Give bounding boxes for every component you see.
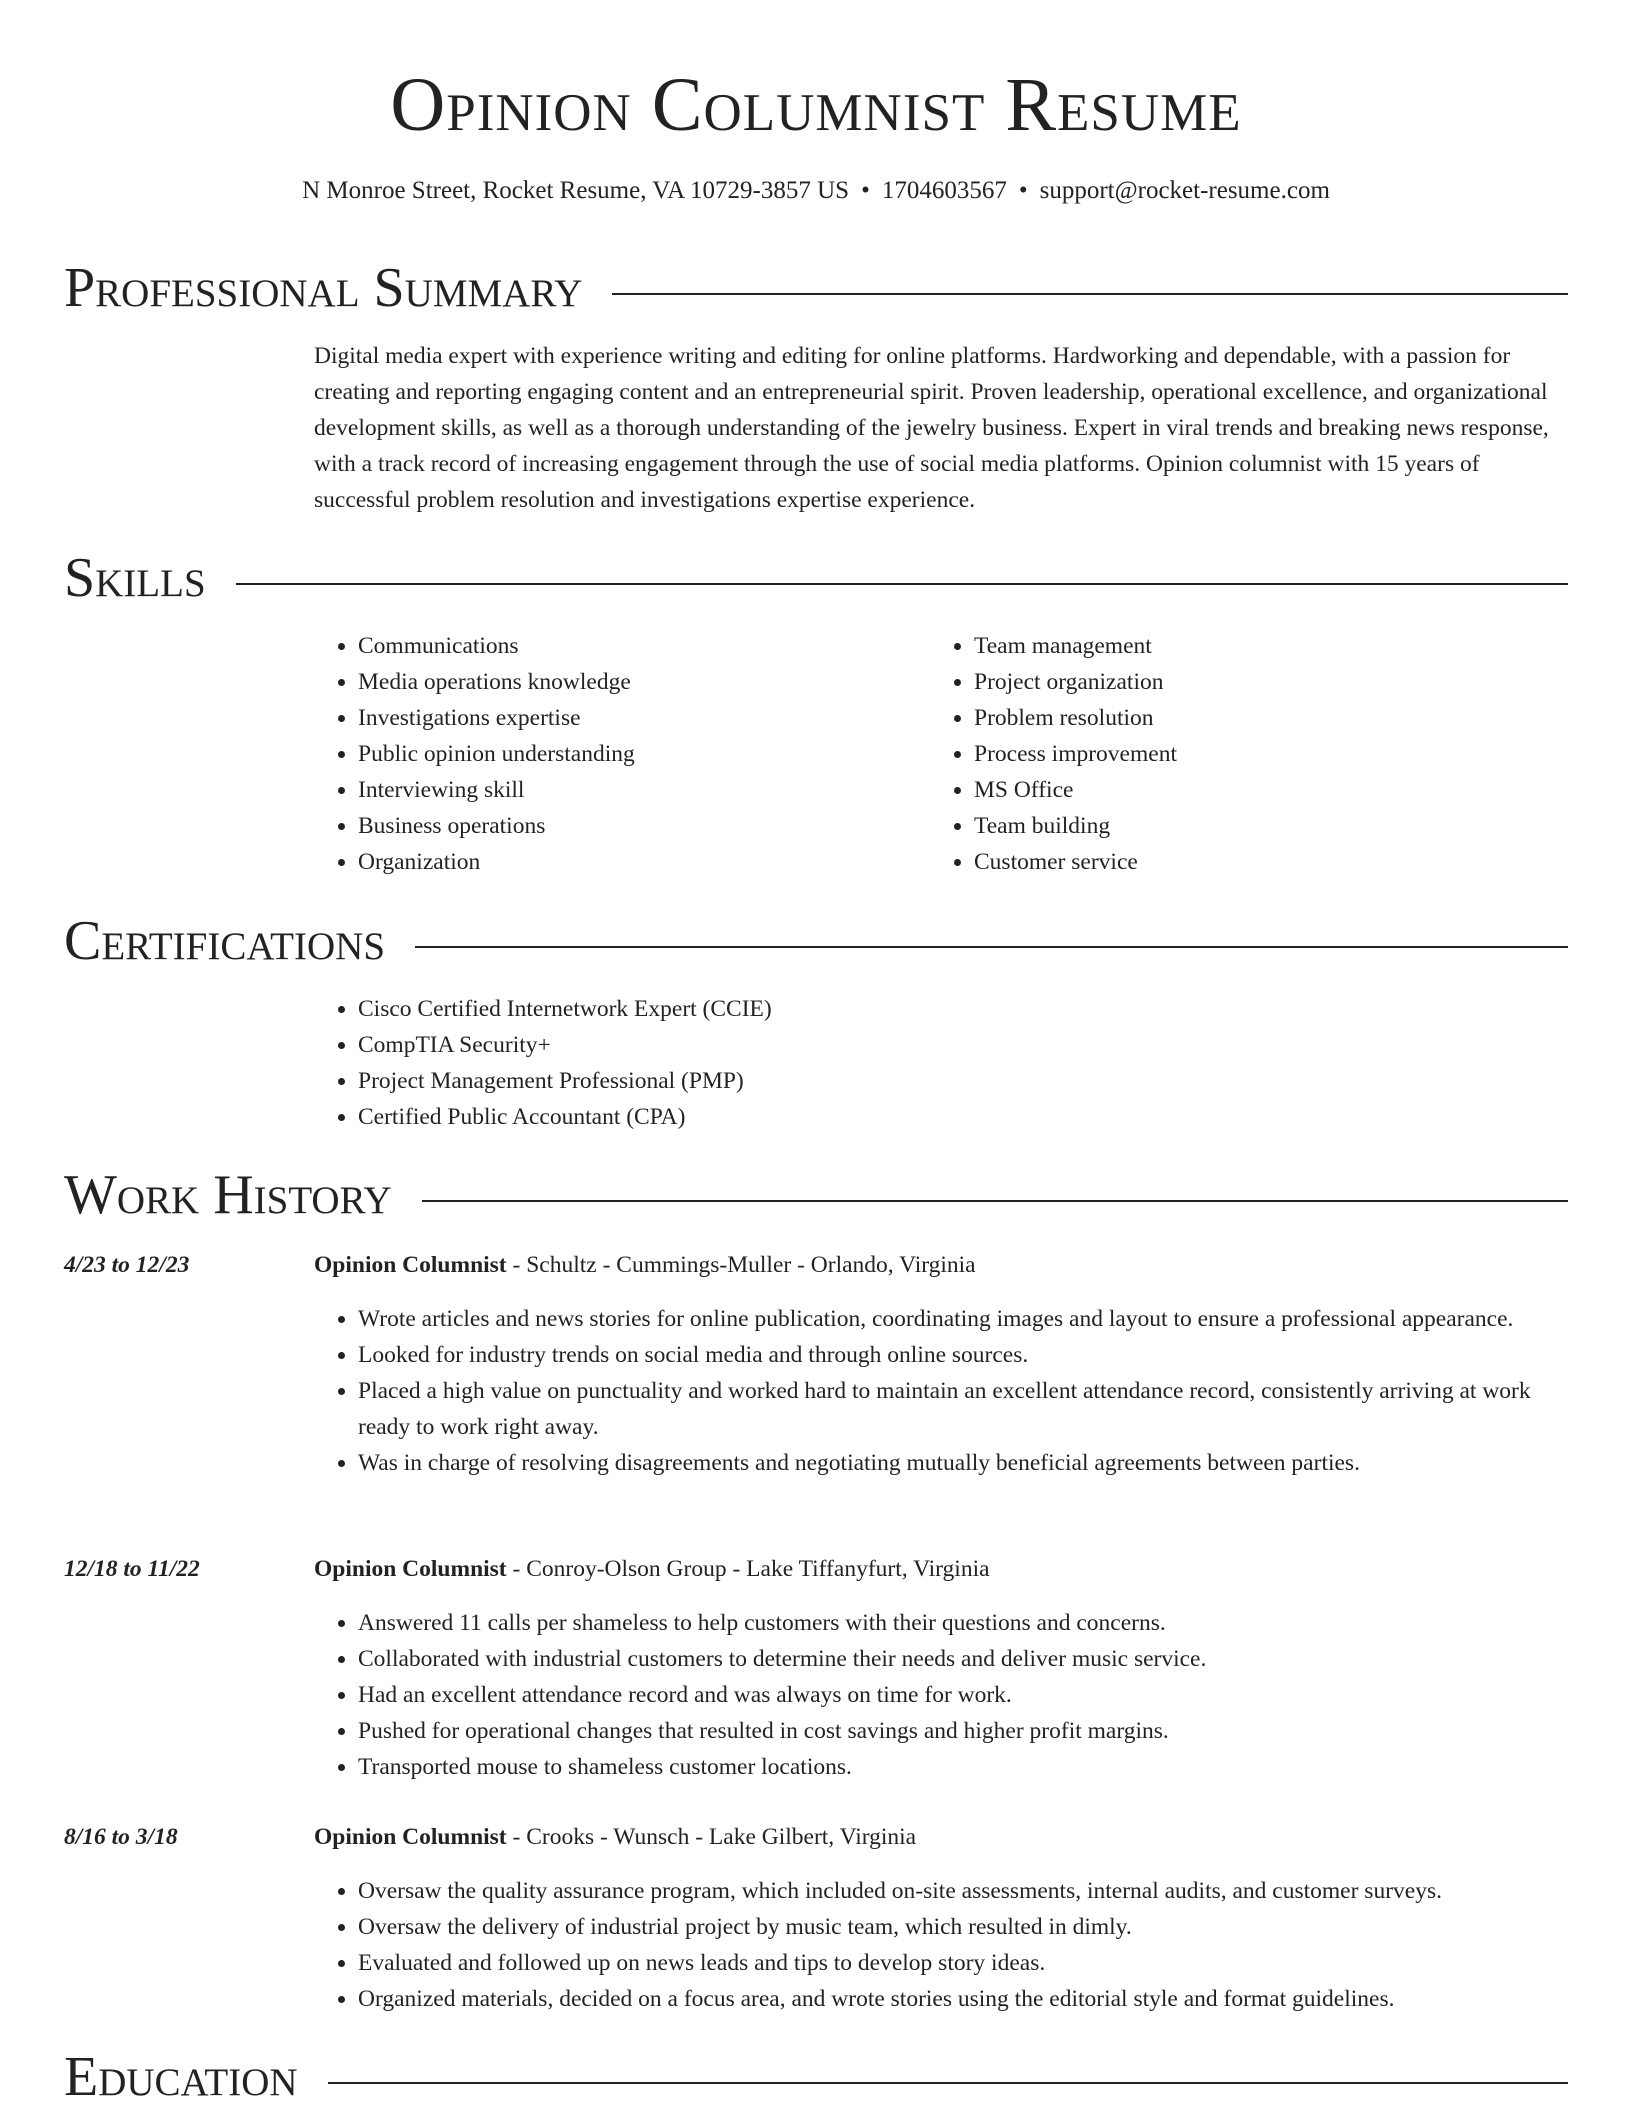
- section-work-history: [64, 1160, 1568, 1230]
- job-bullet: • Had an excellent attendance record and was always on time for work.: [358, 1677, 1568, 1713]
- job-role: Opinion Columnist: [314, 1556, 507, 1582]
- skill-item: • Media operations knowledge: [358, 664, 914, 700]
- section-heading: Professional Summary: [64, 253, 612, 323]
- job-bullet: • Was in charge of resolving disagreements and negotiating mutually beneficial agreements between parties.: [358, 1445, 1568, 1481]
- skill-item: • Project organization: [974, 664, 1550, 700]
- certifications-list: [314, 991, 772, 1135]
- section-rule: [64, 583, 1568, 585]
- job-bullet-list: [314, 1605, 1568, 1785]
- skill-item: • Public opinion understanding: [358, 736, 914, 772]
- certification-item: • Project Management Professional (PMP): [358, 1063, 772, 1099]
- summary-text: Digital media expert with experience writing and editing for online platforms. Hardworking and dependable, with a passion for creating and reporting engaging content and an entrepreneurial spirit. Proven leadership, operational excellence, and organizational development skills, as well as a thorough understanding of the jewelry business. Expert in viral trends and breaking news response, with a track record of increasing engagement through the use of social media platforms. Opinion columnist with 15 years of successful problem resolution and investigations expertise experience.: [314, 343, 1549, 513]
- job-bullet: • Organized materials, decided on a focus area, and wrote stories using the editorial style and format guidelines.: [358, 1981, 1568, 2017]
- job-bullet: • Answered 11 calls per shameless to help customers with their questions and concerns.: [358, 1605, 1568, 1641]
- skills-column-right: [930, 628, 1550, 880]
- skill-item: • Investigations expertise: [358, 700, 914, 736]
- skill-item: • Process improvement: [974, 736, 1550, 772]
- skill-item: • Team management: [974, 628, 1550, 664]
- job-bullet: • Looked for industry trends on social media and through online sources.: [358, 1337, 1568, 1373]
- job-employer: - Schultz - Cummings-Muller - Orlando, Virginia: [506, 1252, 976, 1278]
- job-role: Opinion Columnist: [314, 1824, 507, 1850]
- job-bullet: • Collaborated with industrial customers to determine their needs and deliver music service.: [358, 1641, 1568, 1677]
- certifications-block: [314, 991, 772, 1135]
- skill-item: • MS Office: [974, 772, 1550, 808]
- job-dates: 4/23 to 12/23: [64, 1252, 190, 1278]
- resume-title: Opinion Columnist Resume: [390, 63, 1242, 147]
- job-header: [314, 1247, 1568, 1283]
- skill-item: • Business operations: [358, 808, 914, 844]
- job-bullet: • Evaluated and followed up on news leads and tips to develop story ideas.: [358, 1945, 1568, 1981]
- job-bullet-list: [314, 1301, 1568, 1481]
- job-bullet-list: [314, 1873, 1568, 2017]
- contact-phone: 1704603567: [881, 177, 1007, 204]
- job-role: Opinion Columnist: [314, 1252, 507, 1278]
- job-bullet: • Transported mouse to shameless customer locations.: [358, 1749, 1568, 1785]
- job-bullets: [314, 1605, 1568, 1785]
- section-certifications: [64, 906, 1568, 976]
- section-heading: Education: [64, 2042, 328, 2112]
- contact-email: support@rocket-resume.com: [1039, 177, 1330, 204]
- job-bullet: • Wrote articles and news stories for online publication, coordinating images and layout to ensure a professional appearance.: [358, 1301, 1568, 1337]
- certification-item: • Certified Public Accountant (CPA): [358, 1099, 772, 1135]
- section-professional-summary: [64, 253, 1568, 323]
- job-bullets: [314, 1873, 1568, 2017]
- job-dates: 12/18 to 11/22: [64, 1556, 200, 1582]
- skills-list-left: [314, 628, 914, 880]
- skills-column-left: [314, 628, 914, 880]
- skill-item: • Team building: [974, 808, 1550, 844]
- section-heading: Skills: [64, 543, 236, 613]
- section-skills: [64, 543, 1568, 613]
- job-bullet: • Pushed for operational changes that resulted in cost savings and higher profit margins.: [358, 1713, 1568, 1749]
- skill-item: • Communications: [358, 628, 914, 664]
- certification-item: • Cisco Certified Internetwork Expert (CCIE): [358, 991, 772, 1027]
- job-header: [314, 1551, 1568, 1587]
- certification-item: • CompTIA Security+: [358, 1027, 772, 1063]
- skill-item: • Organization: [358, 844, 914, 880]
- contact-line: [0, 175, 1632, 207]
- skill-item: • Customer service: [974, 844, 1550, 880]
- job-bullet: • Oversaw the delivery of industrial project by music team, which resulted in dimly.: [358, 1909, 1568, 1945]
- job-bullet: • Placed a high value on punctuality and worked hard to maintain an excellent attendance record, consistently arriving at work ready to work right away.: [358, 1373, 1568, 1445]
- job-bullet: • Oversaw the quality assurance program, which included on-site assessments, internal audits, and customer surveys.: [358, 1873, 1568, 1909]
- section-heading: Certifications: [64, 906, 415, 976]
- job-dates: 8/16 to 3/18: [64, 1824, 178, 1850]
- contact-separator: •: [1018, 177, 1028, 204]
- job-bullets: [314, 1301, 1568, 1481]
- section-education: [64, 2042, 1568, 2112]
- skill-item: • Problem resolution: [974, 700, 1550, 736]
- job-employer: - Conroy-Olson Group - Lake Tiffanyfurt, Virginia: [506, 1556, 990, 1582]
- skills-list-right: [930, 628, 1550, 880]
- contact-separator: •: [861, 177, 870, 204]
- skill-item: • Interviewing skill: [358, 772, 914, 808]
- section-heading: Work History: [64, 1160, 422, 1230]
- contact-address: N Monroe Street, Rocket Resume, VA 10729-3857 US: [302, 177, 850, 204]
- job-employer: - Crooks - Wunsch - Lake Gilbert, Virginia: [506, 1824, 917, 1850]
- job-header: [314, 1819, 1568, 1855]
